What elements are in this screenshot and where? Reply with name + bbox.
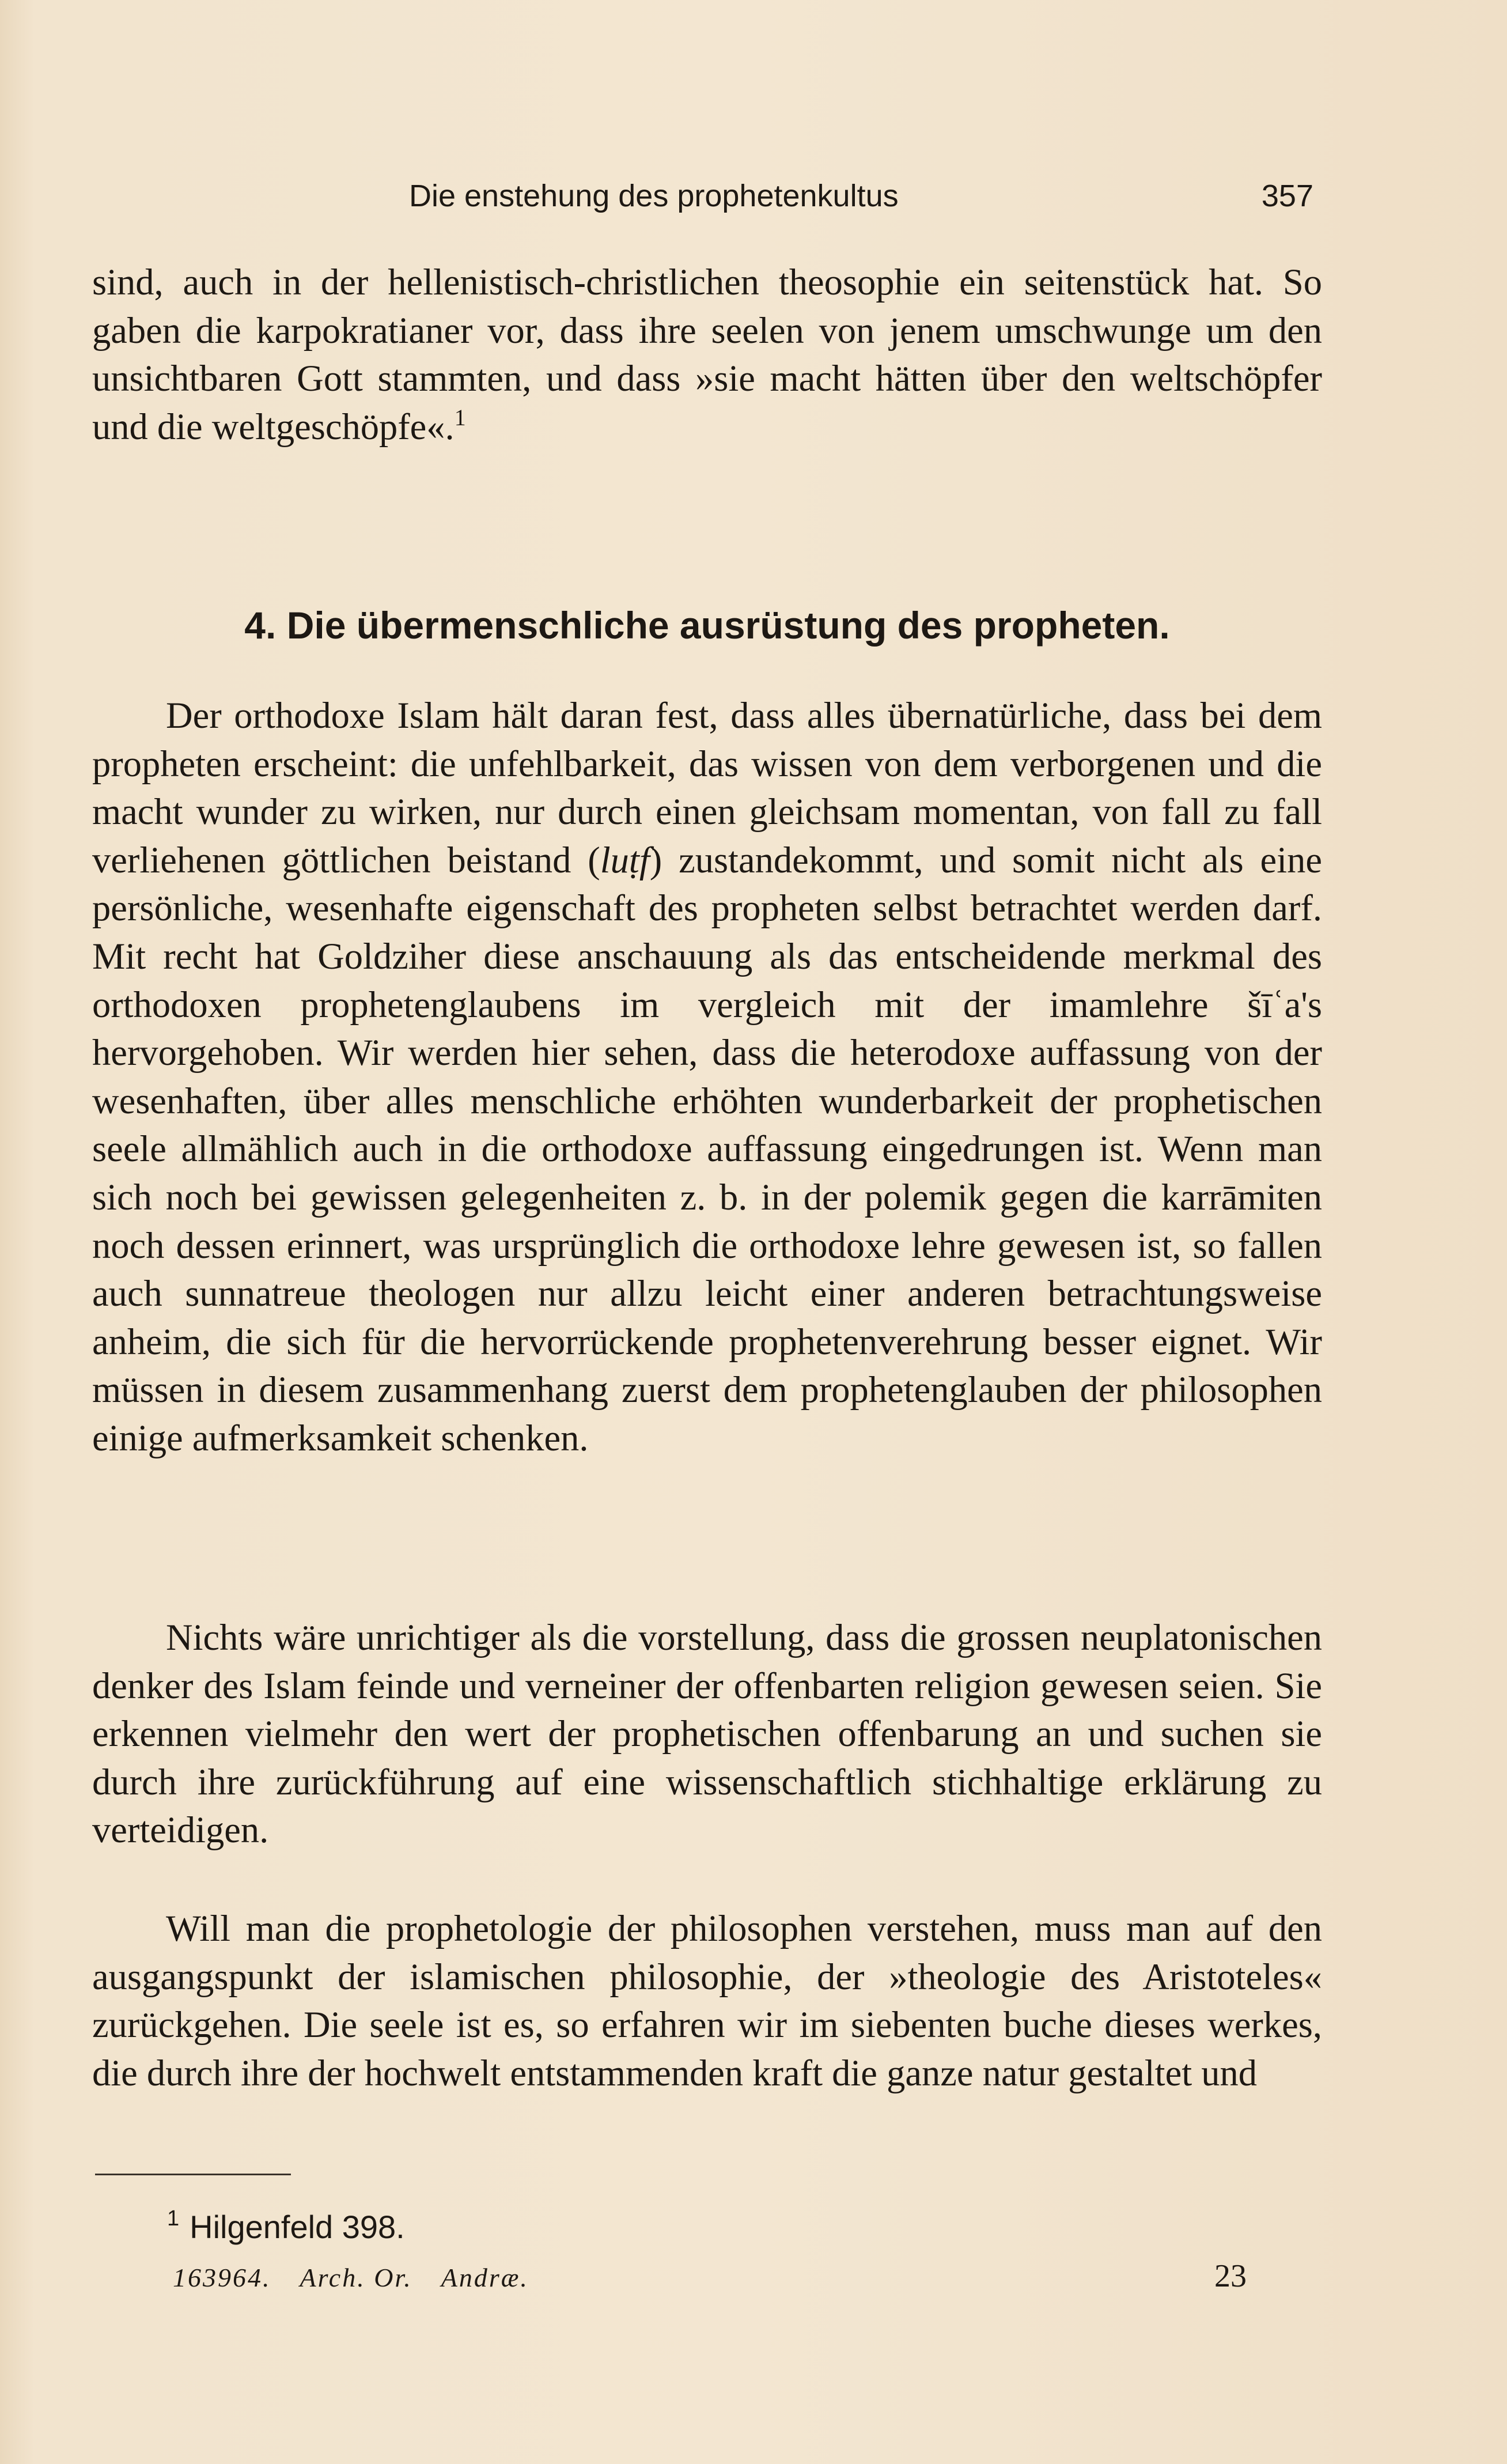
paragraph-2: [92, 691, 1322, 1462]
signature-author: Andræ.: [441, 2263, 529, 2292]
footnote-text: Hilgenfeld 398.: [190, 2209, 405, 2245]
signature-journal: Arch. Or.: [300, 2263, 412, 2292]
footnote-rule: [95, 2174, 291, 2175]
running-head: [92, 173, 1313, 219]
section-title: Die übermenschliche ausrüstung des propheten.: [286, 604, 1170, 647]
running-title: Die enstehung des prophetenkultus: [409, 179, 899, 213]
printer-signature: [173, 2258, 558, 2298]
footnote-marker: 1: [167, 2206, 180, 2231]
paragraph-4: Will man die prophetologie der philosophen verstehen, muss man auf den ausgangspunkt der islamischen philosophie, der »theologie des Aristoteles« zurückgehen. Die seele ist es, so erfahren wir im siebenten buche dieses werkes, die durch ihre der hochwelt entstammenden kraft die ganze natur gestaltet und: [92, 1908, 1322, 2093]
footnote: [167, 2201, 405, 2253]
paragraph-3: Nichts wäre unrichtiger als die vorstellung, dass die grossen neuplatonischen denker des Islam feinde und verneiner der offenbarten religion gewesen seien. Sie erkennen vielmehr den wert der prophetischen offenbarung an und suchen sie durch ihre zurückführung auf eine wissenschaftlich stichhaltige erklärung zu verteidigen.: [92, 1617, 1322, 1851]
paragraph-1-text: sind, auch in der hellenistisch-christlichen theosophie ein seitenstück hat. So gaben die karpokratianer vor, dass ihre seelen von jenem umschwunge um den unsichtbaren Gott stammten, und dass »sie macht hätten über den weltschöpfer und die weltgeschöpfe«.: [92, 262, 1322, 447]
section-number: 4.: [244, 604, 277, 647]
paragraph-2-text-a: Der orthodoxe Islam hält daran fest, dass alles übernatürliche, dass bei dem propheten erscheint: die unfehlbarkeit, das wissen von dem verborgenen und die macht wunder zu wirken, nur durch einen gleichsam momentan, von fall zu fall verliehenen göttlichen beistand (: [92, 695, 1322, 880]
page-number: 357: [1261, 179, 1313, 213]
paragraph-1: [92, 258, 1322, 451]
arabic-term: luṭf: [600, 839, 650, 880]
signature-code: 163964.: [173, 2263, 271, 2292]
sheet-number: 23: [1214, 2258, 1247, 2294]
paragraph-2-text-b: ) zustandekommt, und somit nicht als eine persönliche, wesenhafte eigenschaft des propheten selbst betrachtet werden darf. Mit recht hat Goldziher diese anschauung als das entscheidende merkmal des orthodoxen prophetenglaubens im vergleich mit der imamlehre šīʿa's hervorgehoben. Wir werden hier sehen, dass die heterodoxe auffassung von der wesenhaften, über alles menschliche erhöhten wunderbarkeit der prophetischen seele allmählich auch in die orthodoxe auffassung eingedrungen ist. Wenn man sich noch bei gewissen gelegenheiten z. b. in der polemik gegen die karrāmiten noch dessen erinnert, was ursprünglich die orthodoxe lehre gewesen ist, so fallen auch sunnatreue theologen nur allzu leicht einer anderen betrachtungsweise anheim, die sich für die hervorrückende prophetenverehrung besser eignet. Wir müssen in diesem zusammenhang zuerst dem prophetenglauben der philosophen einige aufmerksamkeit schenken.: [92, 839, 1322, 1458]
footnote-reference: 1: [454, 404, 466, 430]
section-heading: [92, 599, 1322, 651]
